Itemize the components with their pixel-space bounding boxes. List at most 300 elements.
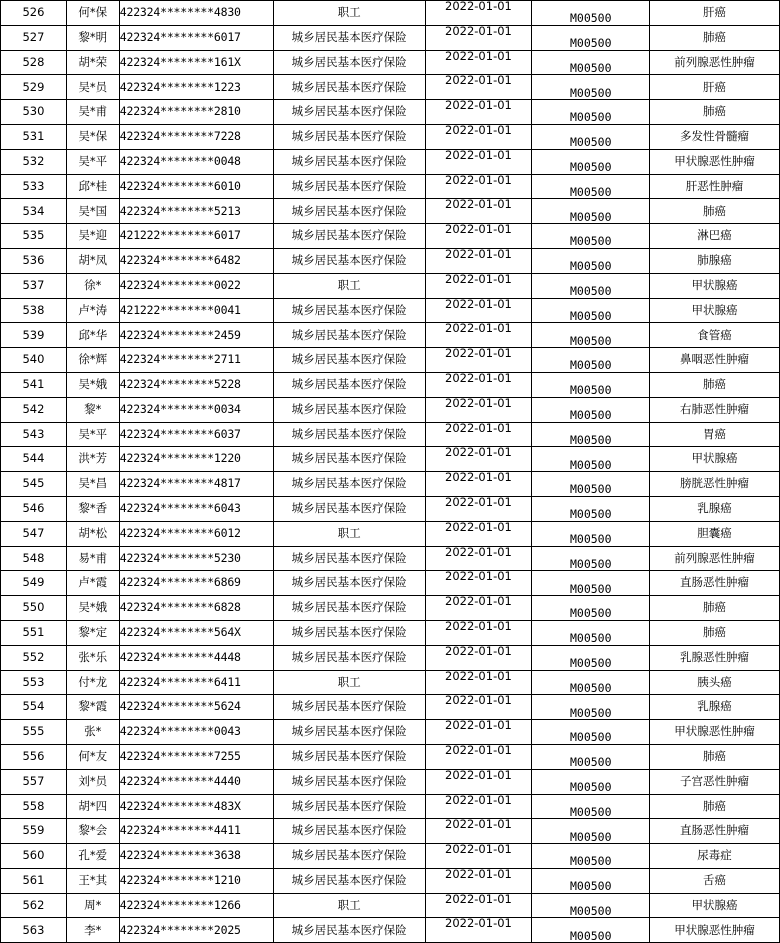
- patient-name-cell: 黎*: [66, 397, 119, 422]
- insurance-type-cell: 职工: [273, 670, 425, 695]
- start-date-cell: 2022-01-01: [425, 620, 532, 645]
- table-row: [1, 224, 780, 249]
- table-row: [1, 149, 780, 174]
- id-number-cell: 422324********6012: [119, 521, 273, 546]
- insurance-type-cell: 城乡居民基本医疗保险: [273, 248, 425, 273]
- disease-code-cell: M00500: [532, 596, 650, 621]
- row-number-cell: 555: [1, 720, 67, 745]
- id-number-cell: 422324********6010: [119, 174, 273, 199]
- diagnosis-cell: 右肺恶性肿瘤: [650, 397, 780, 422]
- id-number-cell: 422324********5213: [119, 199, 273, 224]
- row-number-cell: 540: [1, 348, 67, 373]
- id-number-cell: 422324********4411: [119, 819, 273, 844]
- id-number-cell: 422324********1266: [119, 893, 273, 918]
- start-date-cell: 2022-01-01: [425, 893, 532, 918]
- id-number-cell: 422324********4817: [119, 472, 273, 497]
- disease-code-cell: M00500: [532, 571, 650, 596]
- table-row: [1, 348, 780, 373]
- table-row: [1, 918, 780, 943]
- table-row: [1, 794, 780, 819]
- row-number-cell: 561: [1, 868, 67, 893]
- start-date-cell: 2022-01-01: [425, 50, 532, 75]
- start-date-cell: 2022-01-01: [425, 298, 532, 323]
- disease-code-cell: M00500: [532, 372, 650, 397]
- diagnosis-cell: 肺腺癌: [650, 248, 780, 273]
- disease-code-cell: M00500: [532, 472, 650, 497]
- disease-code-cell: M00500: [532, 422, 650, 447]
- patient-name-cell: 吴*国: [66, 199, 119, 224]
- insurance-type-cell: 城乡居民基本医疗保险: [273, 496, 425, 521]
- disease-code-cell: M00500: [532, 323, 650, 348]
- patient-name-cell: 黎*明: [66, 25, 119, 50]
- start-date-cell: 2022-01-01: [425, 546, 532, 571]
- patient-name-cell: 徐*辉: [66, 348, 119, 373]
- start-date-cell: 2022-01-01: [425, 273, 532, 298]
- id-number-cell: 422324********2025: [119, 918, 273, 943]
- disease-code-cell: M00500: [532, 844, 650, 869]
- diagnosis-cell: 肺癌: [650, 25, 780, 50]
- diagnosis-cell: 直肠恶性肿瘤: [650, 571, 780, 596]
- row-number-cell: 552: [1, 645, 67, 670]
- patient-name-cell: 易*甫: [66, 546, 119, 571]
- table-row: [1, 298, 780, 323]
- row-number-cell: 530: [1, 100, 67, 125]
- patient-name-cell: 邱*华: [66, 323, 119, 348]
- table-row: [1, 546, 780, 571]
- insurance-type-cell: 城乡居民基本医疗保险: [273, 695, 425, 720]
- table-row: [1, 670, 780, 695]
- insurance-type-cell: 城乡居民基本医疗保险: [273, 422, 425, 447]
- row-number-cell: 537: [1, 273, 67, 298]
- patient-name-cell: 黎*会: [66, 819, 119, 844]
- table-row: [1, 596, 780, 621]
- start-date-cell: 2022-01-01: [425, 769, 532, 794]
- row-number-cell: 560: [1, 844, 67, 869]
- diagnosis-cell: 甲状腺恶性肿瘤: [650, 720, 780, 745]
- disease-code-cell: M00500: [532, 645, 650, 670]
- id-number-cell: 422324********5230: [119, 546, 273, 571]
- patient-name-cell: 吴*迎: [66, 224, 119, 249]
- row-number-cell: 526: [1, 1, 67, 26]
- id-number-cell: 422324********7255: [119, 744, 273, 769]
- start-date-cell: 2022-01-01: [425, 224, 532, 249]
- id-number-cell: 422324********1220: [119, 447, 273, 472]
- patient-name-cell: 胡*松: [66, 521, 119, 546]
- disease-code-cell: M00500: [532, 496, 650, 521]
- disease-code-cell: M00500: [532, 397, 650, 422]
- id-number-cell: 422324********4440: [119, 769, 273, 794]
- insurance-type-cell: 城乡居民基本医疗保险: [273, 794, 425, 819]
- start-date-cell: 2022-01-01: [425, 422, 532, 447]
- diagnosis-cell: 子宫恶性肿瘤: [650, 769, 780, 794]
- insurance-type-cell: 城乡居民基本医疗保险: [273, 100, 425, 125]
- insurance-type-cell: 城乡居民基本医疗保险: [273, 472, 425, 497]
- insurance-type-cell: 城乡居民基本医疗保险: [273, 645, 425, 670]
- disease-code-cell: M00500: [532, 224, 650, 249]
- id-number-cell: 422324********7228: [119, 124, 273, 149]
- disease-code-cell: M00500: [532, 174, 650, 199]
- start-date-cell: 2022-01-01: [425, 1, 532, 26]
- diagnosis-cell: 肺癌: [650, 744, 780, 769]
- id-number-cell: 422324********5624: [119, 695, 273, 720]
- id-number-cell: 422324********6828: [119, 596, 273, 621]
- diagnosis-cell: 膀胱恶性肿瘤: [650, 472, 780, 497]
- row-number-cell: 556: [1, 744, 67, 769]
- diagnosis-cell: 前列腺恶性肿瘤: [650, 546, 780, 571]
- disease-code-cell: M00500: [532, 670, 650, 695]
- start-date-cell: 2022-01-01: [425, 695, 532, 720]
- start-date-cell: 2022-01-01: [425, 844, 532, 869]
- id-number-cell: 422324********6411: [119, 670, 273, 695]
- insurance-type-cell: 城乡居民基本医疗保险: [273, 397, 425, 422]
- diagnosis-cell: 甲状腺癌: [650, 273, 780, 298]
- table-row: [1, 447, 780, 472]
- disease-code-cell: M00500: [532, 124, 650, 149]
- insurance-type-cell: 城乡居民基本医疗保险: [273, 447, 425, 472]
- diagnosis-cell: 乳腺癌: [650, 695, 780, 720]
- disease-code-cell: M00500: [532, 819, 650, 844]
- insurance-type-cell: 职工: [273, 521, 425, 546]
- diagnosis-cell: 肺癌: [650, 596, 780, 621]
- insurance-type-cell: 城乡居民基本医疗保险: [273, 571, 425, 596]
- disease-code-cell: M00500: [532, 248, 650, 273]
- patient-name-cell: 邱*桂: [66, 174, 119, 199]
- diagnosis-cell: 食管癌: [650, 323, 780, 348]
- id-number-cell: 422324********6017: [119, 25, 273, 50]
- table-row: [1, 472, 780, 497]
- table-row: [1, 496, 780, 521]
- diagnosis-cell: 乳腺恶性肿瘤: [650, 645, 780, 670]
- patient-name-cell: 付*龙: [66, 670, 119, 695]
- insurance-type-cell: 城乡居民基本医疗保险: [273, 298, 425, 323]
- patient-name-cell: 胡*凤: [66, 248, 119, 273]
- row-number-cell: 562: [1, 893, 67, 918]
- patient-name-cell: 何*友: [66, 744, 119, 769]
- table-row: [1, 75, 780, 100]
- patient-name-cell: 张*乐: [66, 645, 119, 670]
- insurance-type-cell: 城乡居民基本医疗保险: [273, 769, 425, 794]
- table-row: [1, 521, 780, 546]
- table-row: [1, 769, 780, 794]
- table-row: [1, 25, 780, 50]
- id-number-cell: 422324********1210: [119, 868, 273, 893]
- row-number-cell: 527: [1, 25, 67, 50]
- patient-name-cell: 张*: [66, 720, 119, 745]
- row-number-cell: 536: [1, 248, 67, 273]
- diagnosis-cell: 甲状腺恶性肿瘤: [650, 918, 780, 943]
- disease-code-cell: M00500: [532, 50, 650, 75]
- start-date-cell: 2022-01-01: [425, 397, 532, 422]
- id-number-cell: 422324********564X: [119, 620, 273, 645]
- start-date-cell: 2022-01-01: [425, 75, 532, 100]
- insurance-type-cell: 城乡居民基本医疗保险: [273, 720, 425, 745]
- disease-code-cell: M00500: [532, 447, 650, 472]
- diagnosis-cell: 淋巴癌: [650, 224, 780, 249]
- diagnosis-cell: 甲状腺癌: [650, 893, 780, 918]
- patient-name-cell: 吴*甫: [66, 100, 119, 125]
- table-row: [1, 571, 780, 596]
- patient-name-cell: 周*: [66, 893, 119, 918]
- patient-name-cell: 吴*员: [66, 75, 119, 100]
- diagnosis-cell: 胆囊癌: [650, 521, 780, 546]
- row-number-cell: 542: [1, 397, 67, 422]
- diagnosis-cell: 甲状腺恶性肿瘤: [650, 149, 780, 174]
- insurance-type-cell: 城乡居民基本医疗保险: [273, 124, 425, 149]
- start-date-cell: 2022-01-01: [425, 372, 532, 397]
- table-body: [1, 1, 780, 943]
- diagnosis-cell: 肺癌: [650, 794, 780, 819]
- table-row: [1, 100, 780, 125]
- disease-code-cell: M00500: [532, 794, 650, 819]
- row-number-cell: 543: [1, 422, 67, 447]
- row-number-cell: 549: [1, 571, 67, 596]
- diagnosis-cell: 前列腺恶性肿瘤: [650, 50, 780, 75]
- disease-code-cell: M00500: [532, 893, 650, 918]
- table-row: [1, 397, 780, 422]
- start-date-cell: 2022-01-01: [425, 199, 532, 224]
- insurance-type-cell: 职工: [273, 1, 425, 26]
- insurance-type-cell: 城乡居民基本医疗保险: [273, 596, 425, 621]
- table-row: [1, 323, 780, 348]
- patient-name-cell: 洪*芳: [66, 447, 119, 472]
- row-number-cell: 529: [1, 75, 67, 100]
- diagnosis-cell: 甲状腺癌: [650, 447, 780, 472]
- patient-name-cell: 胡*四: [66, 794, 119, 819]
- insurance-type-cell: 城乡居民基本医疗保险: [273, 174, 425, 199]
- table-row: [1, 50, 780, 75]
- start-date-cell: 2022-01-01: [425, 149, 532, 174]
- table-row: [1, 620, 780, 645]
- row-number-cell: 546: [1, 496, 67, 521]
- start-date-cell: 2022-01-01: [425, 496, 532, 521]
- table-row: [1, 819, 780, 844]
- insurance-type-cell: 城乡居民基本医疗保险: [273, 50, 425, 75]
- row-number-cell: 544: [1, 447, 67, 472]
- insurance-type-cell: 职工: [273, 893, 425, 918]
- patient-name-cell: 刘*员: [66, 769, 119, 794]
- table-row: [1, 868, 780, 893]
- insurance-type-cell: 城乡居民基本医疗保险: [273, 744, 425, 769]
- disease-code-cell: M00500: [532, 695, 650, 720]
- diagnosis-cell: 甲状腺癌: [650, 298, 780, 323]
- disease-code-cell: M00500: [532, 1, 650, 26]
- patient-name-cell: 徐*: [66, 273, 119, 298]
- start-date-cell: 2022-01-01: [425, 25, 532, 50]
- start-date-cell: 2022-01-01: [425, 472, 532, 497]
- patient-name-cell: 李*: [66, 918, 119, 943]
- insurance-type-cell: 城乡居民基本医疗保险: [273, 224, 425, 249]
- row-number-cell: 533: [1, 174, 67, 199]
- start-date-cell: 2022-01-01: [425, 174, 532, 199]
- id-number-cell: 422324********6869: [119, 571, 273, 596]
- id-number-cell: 422324********5228: [119, 372, 273, 397]
- patient-name-cell: 孔*爱: [66, 844, 119, 869]
- disease-code-cell: M00500: [532, 199, 650, 224]
- id-number-cell: 422324********2459: [119, 323, 273, 348]
- disease-code-cell: M00500: [532, 521, 650, 546]
- row-number-cell: 532: [1, 149, 67, 174]
- table-row: [1, 893, 780, 918]
- table-row: [1, 248, 780, 273]
- id-number-cell: 422324********483X: [119, 794, 273, 819]
- id-number-cell: 422324********1223: [119, 75, 273, 100]
- table-row: [1, 744, 780, 769]
- patient-name-cell: 黎*香: [66, 496, 119, 521]
- row-number-cell: 545: [1, 472, 67, 497]
- row-number-cell: 534: [1, 199, 67, 224]
- diagnosis-cell: 胃癌: [650, 422, 780, 447]
- patient-name-cell: 卢*霞: [66, 571, 119, 596]
- start-date-cell: 2022-01-01: [425, 819, 532, 844]
- disease-code-cell: M00500: [532, 720, 650, 745]
- id-number-cell: 422324********6482: [119, 248, 273, 273]
- disease-code-cell: M00500: [532, 100, 650, 125]
- insurance-type-cell: 城乡居民基本医疗保险: [273, 372, 425, 397]
- row-number-cell: 563: [1, 918, 67, 943]
- insurance-type-cell: 城乡居民基本医疗保险: [273, 868, 425, 893]
- row-number-cell: 541: [1, 372, 67, 397]
- row-number-cell: 557: [1, 769, 67, 794]
- insurance-type-cell: 城乡居民基本医疗保险: [273, 348, 425, 373]
- diagnosis-cell: 肺癌: [650, 199, 780, 224]
- insurance-type-cell: 城乡居民基本医疗保险: [273, 620, 425, 645]
- table-row: [1, 720, 780, 745]
- id-number-cell: 422324********6043: [119, 496, 273, 521]
- patient-name-cell: 吴*娥: [66, 596, 119, 621]
- disease-code-cell: M00500: [532, 149, 650, 174]
- disease-code-cell: M00500: [532, 546, 650, 571]
- start-date-cell: 2022-01-01: [425, 596, 532, 621]
- insurance-type-cell: 城乡居民基本医疗保险: [273, 918, 425, 943]
- disease-code-cell: M00500: [532, 918, 650, 943]
- patient-name-cell: 吴*平: [66, 422, 119, 447]
- disease-code-cell: M00500: [532, 75, 650, 100]
- id-number-cell: 422324********4448: [119, 645, 273, 670]
- table-row: [1, 695, 780, 720]
- start-date-cell: 2022-01-01: [425, 348, 532, 373]
- diagnosis-cell: 肝癌: [650, 1, 780, 26]
- table-row: [1, 844, 780, 869]
- row-number-cell: 553: [1, 670, 67, 695]
- patient-name-cell: 黎*定: [66, 620, 119, 645]
- start-date-cell: 2022-01-01: [425, 744, 532, 769]
- patient-name-cell: 吴*保: [66, 124, 119, 149]
- diagnosis-cell: 多发性骨髓瘤: [650, 124, 780, 149]
- patient-name-cell: 卢*涛: [66, 298, 119, 323]
- start-date-cell: 2022-01-01: [425, 124, 532, 149]
- id-number-cell: 422324********0043: [119, 720, 273, 745]
- row-number-cell: 559: [1, 819, 67, 844]
- start-date-cell: 2022-01-01: [425, 447, 532, 472]
- insurance-type-cell: 城乡居民基本医疗保险: [273, 844, 425, 869]
- disease-code-cell: M00500: [532, 769, 650, 794]
- row-number-cell: 539: [1, 323, 67, 348]
- start-date-cell: 2022-01-01: [425, 521, 532, 546]
- insurance-type-cell: 城乡居民基本医疗保险: [273, 323, 425, 348]
- row-number-cell: 547: [1, 521, 67, 546]
- id-number-cell: 422324********0048: [119, 149, 273, 174]
- patient-name-cell: 王*其: [66, 868, 119, 893]
- diagnosis-cell: 肺癌: [650, 372, 780, 397]
- id-number-cell: 422324********0022: [119, 273, 273, 298]
- insurance-type-cell: 城乡居民基本医疗保险: [273, 819, 425, 844]
- diagnosis-cell: 肺癌: [650, 100, 780, 125]
- table-row: [1, 174, 780, 199]
- start-date-cell: 2022-01-01: [425, 571, 532, 596]
- row-number-cell: 550: [1, 596, 67, 621]
- row-number-cell: 558: [1, 794, 67, 819]
- start-date-cell: 2022-01-01: [425, 918, 532, 943]
- diagnosis-cell: 肺癌: [650, 620, 780, 645]
- id-number-cell: 422324********3638: [119, 844, 273, 869]
- row-number-cell: 535: [1, 224, 67, 249]
- table-row: [1, 1, 780, 26]
- diagnosis-cell: 乳腺癌: [650, 496, 780, 521]
- start-date-cell: 2022-01-01: [425, 720, 532, 745]
- row-number-cell: 554: [1, 695, 67, 720]
- insurance-type-cell: 职工: [273, 273, 425, 298]
- disease-code-cell: M00500: [532, 744, 650, 769]
- start-date-cell: 2022-01-01: [425, 645, 532, 670]
- id-number-cell: 422324********2711: [119, 348, 273, 373]
- diagnosis-cell: 尿毒症: [650, 844, 780, 869]
- id-number-cell: 422324********6037: [119, 422, 273, 447]
- table-row: [1, 124, 780, 149]
- patient-name-cell: 吴*昌: [66, 472, 119, 497]
- patient-name-cell: 胡*荣: [66, 50, 119, 75]
- disease-code-cell: M00500: [532, 348, 650, 373]
- disease-code-cell: M00500: [532, 298, 650, 323]
- start-date-cell: 2022-01-01: [425, 323, 532, 348]
- id-number-cell: 422324********0034: [119, 397, 273, 422]
- disease-code-cell: M00500: [532, 868, 650, 893]
- table-row: [1, 273, 780, 298]
- id-number-cell: 422324********4830: [119, 1, 273, 26]
- start-date-cell: 2022-01-01: [425, 868, 532, 893]
- disease-code-cell: M00500: [532, 273, 650, 298]
- start-date-cell: 2022-01-01: [425, 248, 532, 273]
- diagnosis-cell: 舌癌: [650, 868, 780, 893]
- insurance-type-cell: 城乡居民基本医疗保险: [273, 199, 425, 224]
- insurance-type-cell: 城乡居民基本医疗保险: [273, 25, 425, 50]
- id-number-cell: 422324********161X: [119, 50, 273, 75]
- id-number-cell: 422324********2810: [119, 100, 273, 125]
- patient-name-cell: 何*保: [66, 1, 119, 26]
- diagnosis-cell: 直肠恶性肿瘤: [650, 819, 780, 844]
- id-number-cell: 421222********0041: [119, 298, 273, 323]
- table-row: [1, 199, 780, 224]
- insurance-type-cell: 城乡居民基本医疗保险: [273, 75, 425, 100]
- diagnosis-cell: 肝恶性肿瘤: [650, 174, 780, 199]
- row-number-cell: 548: [1, 546, 67, 571]
- patient-name-cell: 吴*娥: [66, 372, 119, 397]
- patient-name-cell: 吴*平: [66, 149, 119, 174]
- start-date-cell: 2022-01-01: [425, 794, 532, 819]
- table-row: [1, 372, 780, 397]
- disease-code-cell: M00500: [532, 25, 650, 50]
- start-date-cell: 2022-01-01: [425, 670, 532, 695]
- insurance-type-cell: 城乡居民基本医疗保险: [273, 149, 425, 174]
- patient-name-cell: 黎*霞: [66, 695, 119, 720]
- insurance-type-cell: 城乡居民基本医疗保险: [273, 546, 425, 571]
- row-number-cell: 551: [1, 620, 67, 645]
- row-number-cell: 531: [1, 124, 67, 149]
- table-row: [1, 422, 780, 447]
- start-date-cell: 2022-01-01: [425, 100, 532, 125]
- diagnosis-cell: 肝癌: [650, 75, 780, 100]
- row-number-cell: 538: [1, 298, 67, 323]
- table-row: [1, 645, 780, 670]
